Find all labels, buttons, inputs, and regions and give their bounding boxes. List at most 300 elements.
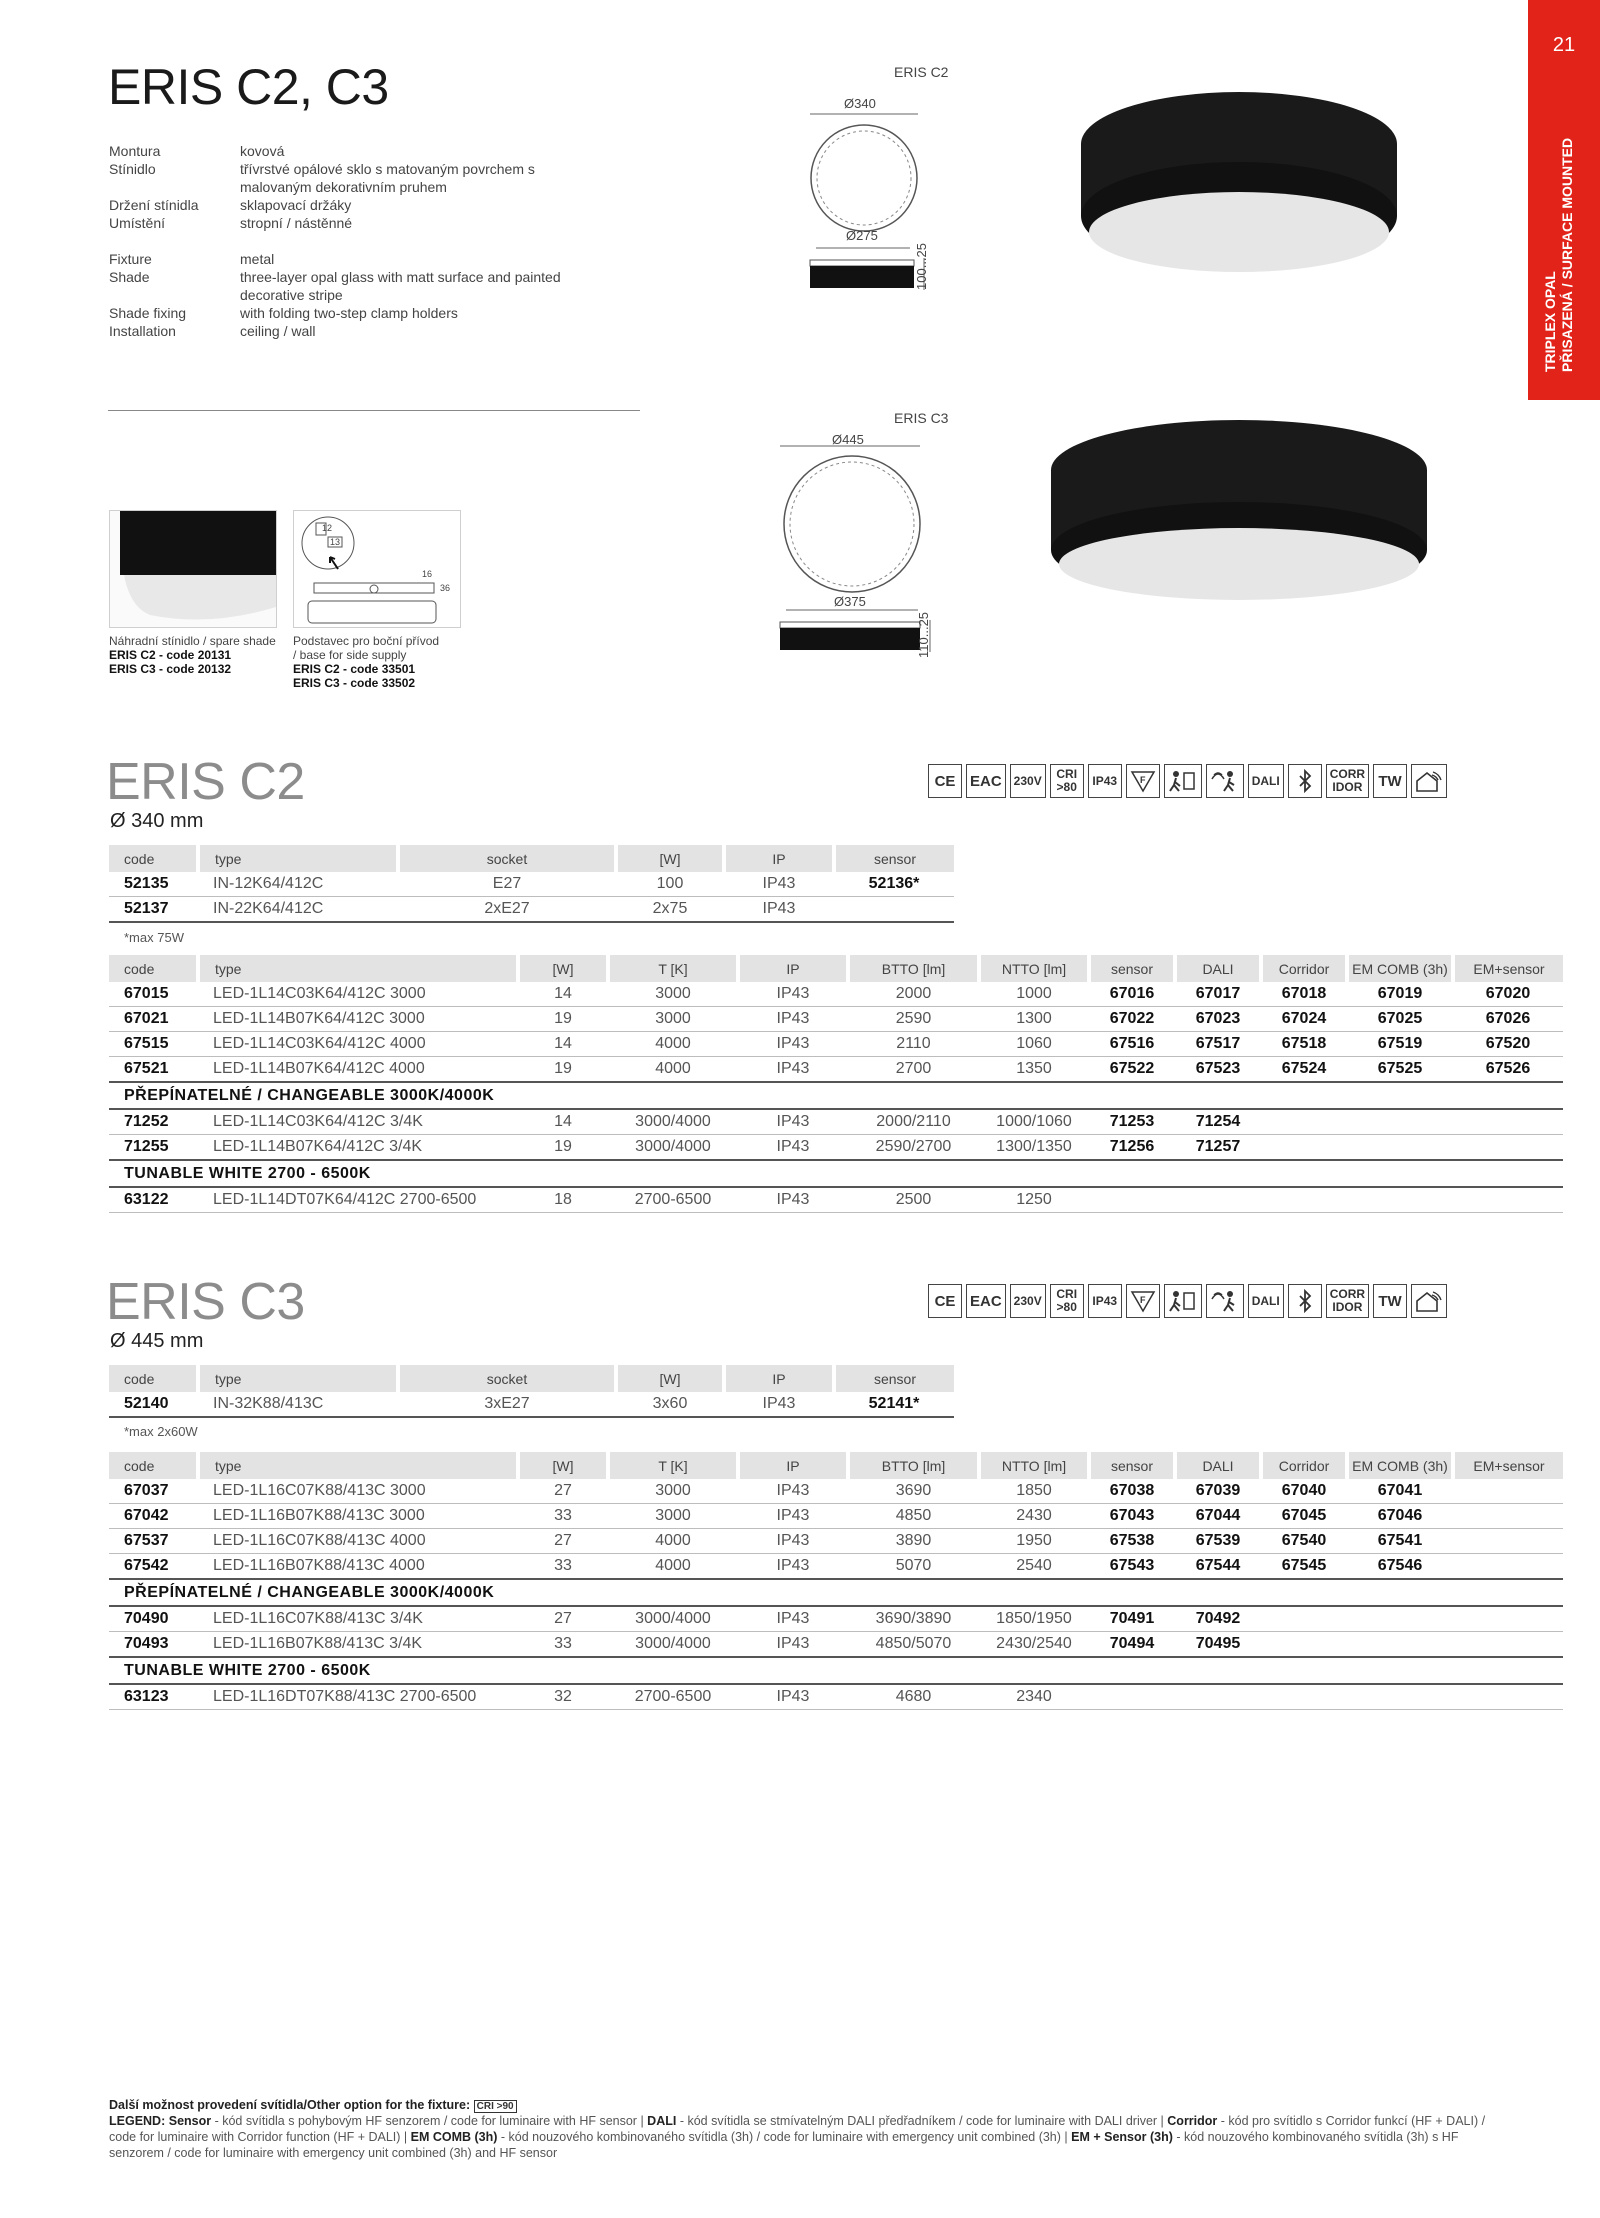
side-tab-label: TRIPLEX OPAL PŘISAZENÁ / SURFACE MOUNTED [1542, 137, 1575, 372]
flammable-surface-icon [1126, 1284, 1160, 1318]
table-cell: 67544 [1175, 1554, 1261, 1580]
page-title: ERIS C2, C3 [108, 59, 389, 115]
table-row [109, 1529, 1563, 1554]
c3-incandescent-table [109, 1365, 954, 1418]
legend-text: LEGEND: Sensor - kód svítidla s pohybovým HF senzorem / code for luminaire with HF sensor | DALI - kód svítidla se stmívatelným DALI předřadníkem / code for luminaire with DALI driver | Corridor - kód pro svítidlo s Corridor funkcí (HF + DALI) / code for luminaire with Corridor function (HF + DALI) | EM COMB (3h) - kód nouzového kombinovaného svítidla (3h) / code for luminaire with emergency unit combined (3h) | EM + Sensor (3h) - kód nouzového kombinovaného svítidla (3h) s HF senzorem / code for luminaire with emergency unit combined (3h) and HF sensor [109, 2114, 1486, 2160]
drawing-c3-height: 110...25 [916, 611, 931, 658]
table-cell: 2500 [848, 1187, 979, 1213]
table-cell [1453, 1606, 1563, 1632]
table-cell: 67543 [1089, 1554, 1175, 1580]
group-label: PŘEPÍNATELNÉ / CHANGEABLE 3000K/4000K [109, 1579, 1563, 1606]
motion-sensor-icon [1206, 764, 1244, 798]
table-cell [1347, 1109, 1453, 1135]
spec-row: Stínidlo třívrstvé opálové sklo s matovaným povrchem s malovaným dekorativním pruhem [109, 161, 535, 195]
column-header: IP [724, 1365, 834, 1392]
table-cell [1261, 1187, 1347, 1213]
table-cell: 67539 [1175, 1529, 1261, 1554]
drawing-c3-base: Ø375 [834, 594, 866, 609]
table-cell: LED-1L16C07K88/413C 4000 [198, 1529, 518, 1554]
group-row [109, 1160, 1563, 1187]
table-cell: 3000 [608, 982, 738, 1007]
column-header: type [198, 1452, 518, 1479]
table-cell: 14 [518, 1109, 608, 1135]
column-header: sensor [834, 845, 954, 872]
table-cell: 5070 [848, 1554, 979, 1580]
table-cell: 67042 [109, 1504, 198, 1529]
column-header: EM COMB (3h) [1347, 955, 1453, 982]
drawing-c2-height: 100...25 [914, 242, 929, 290]
table-row: 52137 IN-22K64/412C 2xE27 2x75 IP43 [109, 897, 954, 923]
table-cell: 1250 [979, 1187, 1089, 1213]
spare-shade-image [109, 510, 277, 628]
table-cell: 2430/2540 [979, 1632, 1089, 1658]
table-cell: LED-1L14B07K64/412C 3/4K [198, 1135, 518, 1161]
table-cell: 67022 [1089, 1007, 1175, 1032]
column-header: [W] [616, 845, 724, 872]
table-row: 52135 IN-12K64/412C E27 100 IP43 52136* [109, 872, 954, 897]
table-cell: LED-1L16B07K88/413C 3000 [198, 1504, 518, 1529]
icon-row-c3 [928, 1284, 1447, 1318]
table-cell: 1000/1060 [979, 1109, 1089, 1135]
table-cell: 67545 [1261, 1554, 1347, 1580]
table-cell: 3690 [848, 1479, 979, 1504]
table-row [109, 1187, 1563, 1213]
table-cell: 3000 [608, 1479, 738, 1504]
column-header: sensor [1089, 955, 1175, 982]
table-cell [1261, 1109, 1347, 1135]
table-cell: 2540 [979, 1554, 1089, 1580]
table-cell: 67017 [1175, 982, 1261, 1007]
table-cell [1347, 1135, 1453, 1161]
cri-icon: CRI >80 [1050, 764, 1084, 798]
table-cell: 1300/1350 [979, 1135, 1089, 1161]
table-cell: LED-1L16B07K88/413C 3/4K [198, 1632, 518, 1658]
table-cell: 71257 [1175, 1135, 1261, 1161]
table-cell: IP43 [738, 1684, 848, 1710]
table-row [109, 1504, 1563, 1529]
column-header: EM+sensor [1453, 1452, 1563, 1479]
table-cell: IP43 [738, 982, 848, 1007]
table-cell: 67026 [1453, 1007, 1563, 1032]
column-header: [W] [616, 1365, 724, 1392]
section-diameter-c3: Ø 445 mm [110, 1330, 204, 1352]
column-header: EM+sensor [1453, 955, 1563, 982]
table-header-row [109, 1365, 954, 1392]
table-cell: 4850/5070 [848, 1632, 979, 1658]
table-cell: 27 [518, 1479, 608, 1504]
column-header: socket [398, 845, 616, 872]
table-header-row [109, 845, 954, 872]
table-cell: LED-1L14DT07K64/412C 2700-6500 [198, 1187, 518, 1213]
table-cell: 63122 [109, 1187, 198, 1213]
table-cell: 67039 [1175, 1479, 1261, 1504]
svg-text:F: F [1139, 775, 1146, 785]
group-row [109, 1657, 1563, 1684]
table-cell: 71256 [1089, 1135, 1175, 1161]
table-cell: 14 [518, 1032, 608, 1057]
table-cell: 71254 [1175, 1109, 1261, 1135]
table-cell: 67046 [1347, 1504, 1453, 1529]
table-row [109, 1109, 1563, 1135]
table-cell: 67542 [109, 1554, 198, 1580]
dali-icon: DALI [1248, 764, 1284, 798]
table-cell: 67515 [109, 1032, 198, 1057]
spec-row: Installation ceiling / wall [109, 323, 316, 339]
table-cell: 3000/4000 [608, 1632, 738, 1658]
table-cell: LED-1L16C07K88/413C 3/4K [198, 1606, 518, 1632]
product-photo-c2 [1074, 84, 1404, 274]
table-cell: 70490 [109, 1606, 198, 1632]
column-header: NTTO [lm] [979, 1452, 1089, 1479]
table-cell: 2110 [848, 1032, 979, 1057]
table-cell: 67044 [1175, 1504, 1261, 1529]
table-cell: 33 [518, 1632, 608, 1658]
table-cell [1453, 1632, 1563, 1658]
section-title-c3: ERIS C3 [106, 1273, 305, 1331]
icon-row-c2 [928, 764, 1447, 798]
table-cell: 2700 [848, 1057, 979, 1083]
table-cell: 67541 [1347, 1529, 1453, 1554]
drawing-c2-base: Ø275 [846, 228, 878, 243]
table-cell [1347, 1632, 1453, 1658]
table-cell [1453, 1529, 1563, 1554]
table-cell: IP43 [738, 1032, 848, 1057]
column-header: IP [738, 955, 848, 982]
spare-shade-drawing [110, 511, 276, 627]
voltage-230v-icon: 230V [1010, 1284, 1046, 1318]
table-cell [1453, 1554, 1563, 1580]
table-cell [1453, 1684, 1563, 1710]
table-cell: 2000/2110 [848, 1109, 979, 1135]
table-cell: 2430 [979, 1504, 1089, 1529]
table-cell: 71255 [109, 1135, 198, 1161]
smart-home-icon [1411, 1284, 1447, 1318]
dali-icon: DALI [1248, 1284, 1284, 1318]
drawing-c2-label: ERIS C2 [894, 64, 949, 80]
section-diameter-c2: Ø 340 mm [110, 810, 204, 832]
table-cell [1347, 1684, 1453, 1710]
column-header: [W] [518, 955, 608, 982]
table-cell: 2340 [979, 1684, 1089, 1710]
product-photo-c3 [1044, 408, 1434, 608]
eac-icon: EAC [966, 764, 1006, 798]
table-cell: 67521 [109, 1057, 198, 1083]
table-row: 52140 IN-32K88/413C 3xE27 3x60 IP43 52141* [109, 1392, 954, 1417]
c3-led-table [109, 1452, 1563, 1710]
table-cell: 67025 [1347, 1007, 1453, 1032]
table-cell: IP43 [738, 1135, 848, 1161]
table-cell: LED-1L14C03K64/412C 3000 [198, 982, 518, 1007]
column-header: EM COMB (3h) [1347, 1452, 1453, 1479]
column-header: code [109, 1452, 198, 1479]
column-header: DALI [1175, 955, 1261, 982]
dim-d: 36 [440, 583, 451, 593]
corridor-icon: CORR IDOR [1326, 1284, 1369, 1318]
table-cell: 4000 [608, 1057, 738, 1083]
table-cell [1261, 1135, 1347, 1161]
table-cell [1453, 1135, 1563, 1161]
table-cell: LED-1L14C03K64/412C 4000 [198, 1032, 518, 1057]
dim-c: 16 [422, 569, 433, 579]
dim-b: 13 [330, 537, 341, 547]
table-cell: 1060 [979, 1032, 1089, 1057]
bluetooth-icon [1288, 1284, 1322, 1318]
ip43-icon: IP43 [1088, 1284, 1122, 1318]
table-row [109, 1032, 1563, 1057]
table-cell: 67023 [1175, 1007, 1261, 1032]
ce-icon: CE [928, 1284, 962, 1318]
table-cell: 4000 [608, 1529, 738, 1554]
table-cell [1175, 1684, 1261, 1710]
spec-row: Držení stínidla sklapovací držáky [109, 197, 352, 213]
table-cell: 33 [518, 1554, 608, 1580]
table-cell [1347, 1187, 1453, 1213]
table-cell: 4000 [608, 1554, 738, 1580]
legend: Další možnost provedení svítidla/Other option for the fixture: CRI >90 LEGEND: Sensor - kód svítidla s pohybovým HF senzorem / code for luminaire with HF sensor | DALI - kód svítidla se stmívatelným DALI předřadníkem / code for luminaire with DALI driver | Corridor - kód pro svítidlo s Corridor funkcí (HF + DALI) / code for luminaire with Corridor function (HF + DALI) | EM COMB (3h) - kód nouzového kombinovaného svítidla (3h) / code for luminaire with emergency unit combined (3h) | EM + Sensor (3h) - kód nouzového kombinovaného svítidla (3h) s HF senzorem / code for luminaire with emergency unit combined (3h) and HF sensor [109, 2097, 1493, 2161]
column-header: code [109, 1365, 198, 1392]
column-header: T [K] [608, 955, 738, 982]
side-base-caption: Podstavec pro boční přívod / base for side supply ERIS C2 - code 33501 ERIS C3 - code 33502 [293, 634, 440, 690]
group-label: TUNABLE WHITE 2700 - 6500K [109, 1657, 1563, 1684]
table-cell: 67538 [1089, 1529, 1175, 1554]
table-cell: 67546 [1347, 1554, 1453, 1580]
spec-row: Shade fixing with folding two-step clamp holders [109, 305, 458, 321]
table-cell: IP43 [738, 1109, 848, 1135]
table-note: *max 75W [124, 930, 184, 945]
motion-sensor-icon [1206, 1284, 1244, 1318]
table-cell [1453, 1479, 1563, 1504]
spec-row: Fixture metal [109, 251, 275, 267]
column-header: IP [738, 1452, 848, 1479]
drawing-c3-label: ERIS C3 [894, 410, 949, 426]
column-header: sensor [1089, 1452, 1175, 1479]
column-header: Corridor [1261, 955, 1347, 982]
table-cell: 3000/4000 [608, 1109, 738, 1135]
table-cell: 67020 [1453, 982, 1563, 1007]
spare-shade-caption: Náhradní stínidlo / spare shade ERIS C2 - code 20131 ERIS C3 - code 20132 [109, 634, 276, 676]
column-header: T [K] [608, 1452, 738, 1479]
table-cell: IP43 [738, 1007, 848, 1032]
side-base-drawing [294, 511, 460, 627]
column-header: IP [724, 845, 834, 872]
group-row [109, 1579, 1563, 1606]
column-header: NTTO [lm] [979, 955, 1089, 982]
table-cell: 67043 [1089, 1504, 1175, 1529]
table-cell: 67540 [1261, 1529, 1347, 1554]
table-cell: 32 [518, 1684, 608, 1710]
table-row [109, 982, 1563, 1007]
side-base-image [293, 510, 461, 628]
side-tab [1528, 0, 1600, 400]
column-header: BTTO [lm] [848, 1452, 979, 1479]
specs-block [109, 142, 570, 340]
table-cell: LED-1L14B07K64/412C 4000 [198, 1057, 518, 1083]
dim-a: 12 [322, 523, 333, 533]
column-header: code [109, 845, 198, 872]
ce-icon: CE [928, 764, 962, 798]
table-cell [1089, 1187, 1175, 1213]
table-cell [1089, 1684, 1175, 1710]
table-cell: 1000 [979, 982, 1089, 1007]
table-cell: 70495 [1175, 1632, 1261, 1658]
table-cell: 67525 [1347, 1057, 1453, 1083]
table-cell: 27 [518, 1529, 608, 1554]
column-header: sensor [834, 1365, 954, 1392]
table-cell: 67045 [1261, 1504, 1347, 1529]
table-cell: 1850 [979, 1479, 1089, 1504]
tunable-white-icon: TW [1373, 764, 1407, 798]
table-cell: 2700-6500 [608, 1187, 738, 1213]
group-label: TUNABLE WHITE 2700 - 6500K [109, 1160, 1563, 1187]
table-cell [1261, 1606, 1347, 1632]
c2-incandescent-table [109, 845, 954, 923]
c2-led-table [109, 955, 1563, 1213]
table-cell: IP43 [738, 1554, 848, 1580]
table-row [109, 1606, 1563, 1632]
table-cell: 19 [518, 1135, 608, 1161]
column-header: [W] [518, 1452, 608, 1479]
table-cell: 33 [518, 1504, 608, 1529]
table-header-row [109, 955, 1563, 982]
ip43-icon: IP43 [1088, 764, 1122, 798]
eac-icon: EAC [966, 1284, 1006, 1318]
table-cell: 67519 [1347, 1032, 1453, 1057]
table-cell: 67517 [1175, 1032, 1261, 1057]
table-header-row [109, 1452, 1563, 1479]
table-cell: 67537 [109, 1529, 198, 1554]
column-header: Corridor [1261, 1452, 1347, 1479]
table-cell: 67041 [1347, 1479, 1453, 1504]
column-header: type [198, 845, 398, 872]
table-cell: IP43 [738, 1529, 848, 1554]
table-cell: 1850/1950 [979, 1606, 1089, 1632]
table-cell: 3000/4000 [608, 1606, 738, 1632]
table-cell: 70494 [1089, 1632, 1175, 1658]
table-row [109, 1632, 1563, 1658]
emergency-exit-icon [1164, 1284, 1202, 1318]
table-cell: 71253 [1089, 1109, 1175, 1135]
table-cell: 67024 [1261, 1007, 1347, 1032]
table-note: *max 2x60W [124, 1424, 198, 1439]
section-title-c2: ERIS C2 [106, 753, 305, 811]
table-cell: 67522 [1089, 1057, 1175, 1083]
bluetooth-icon [1288, 764, 1322, 798]
column-header: type [198, 1365, 398, 1392]
table-cell: 67523 [1175, 1057, 1261, 1083]
emergency-exit-icon [1164, 764, 1202, 798]
table-row [109, 1057, 1563, 1083]
spec-row: Shade three-layer opal glass with matt surface and painted decorative stripe [109, 269, 561, 303]
table-cell: 2000 [848, 982, 979, 1007]
table-cell: 70492 [1175, 1606, 1261, 1632]
table-cell: 67037 [109, 1479, 198, 1504]
spec-row: Umístění stropní / nástěnné [109, 215, 353, 231]
table-cell: 1350 [979, 1057, 1089, 1083]
table-cell: LED-1L16C07K88/413C 3000 [198, 1479, 518, 1504]
table-cell [1453, 1187, 1563, 1213]
table-cell: 3890 [848, 1529, 979, 1554]
table-cell: 67018 [1261, 982, 1347, 1007]
column-header: code [109, 955, 198, 982]
flammable-surface-icon [1126, 764, 1160, 798]
table-cell: 2590 [848, 1007, 979, 1032]
table-cell [1261, 1684, 1347, 1710]
drawing-c2-diameter: Ø340 [844, 96, 876, 111]
voltage-230v-icon: 230V [1010, 764, 1046, 798]
table-cell: IP43 [738, 1057, 848, 1083]
divider [108, 410, 640, 411]
table-cell: LED-1L16DT07K88/413C 2700-6500 [198, 1684, 518, 1710]
table-cell: 67524 [1261, 1057, 1347, 1083]
table-cell: 67040 [1261, 1479, 1347, 1504]
table-cell: 4850 [848, 1504, 979, 1529]
table-cell: 19 [518, 1057, 608, 1083]
table-cell: 14 [518, 982, 608, 1007]
table-row [109, 1135, 1563, 1161]
tunable-white-icon: TW [1373, 1284, 1407, 1318]
column-header: BTTO [lm] [848, 955, 979, 982]
table-cell: 19 [518, 1007, 608, 1032]
table-cell: 67016 [1089, 982, 1175, 1007]
table-cell: 3000 [608, 1504, 738, 1529]
svg-text:F: F [1139, 1295, 1146, 1305]
table-cell: 67038 [1089, 1479, 1175, 1504]
table-cell: 67021 [109, 1007, 198, 1032]
cri90-badge: CRI >90 [474, 2100, 517, 2113]
table-cell [1261, 1632, 1347, 1658]
table-cell: 1300 [979, 1007, 1089, 1032]
cri-icon: CRI >80 [1050, 1284, 1084, 1318]
smart-home-icon [1411, 764, 1447, 798]
table-cell: 67518 [1261, 1032, 1347, 1057]
table-row [109, 1684, 1563, 1710]
table-cell: 3000/4000 [608, 1135, 738, 1161]
column-header: DALI [1175, 1452, 1261, 1479]
table-cell: 67015 [109, 982, 198, 1007]
table-cell: 18 [518, 1187, 608, 1213]
table-cell: LED-1L14C03K64/412C 3/4K [198, 1109, 518, 1135]
column-header: type [198, 955, 518, 982]
table-cell: LED-1L14B07K64/412C 3000 [198, 1007, 518, 1032]
table-cell: 67526 [1453, 1057, 1563, 1083]
page-number: 21 [1552, 34, 1576, 56]
group-row [109, 1082, 1563, 1109]
table-cell [1453, 1504, 1563, 1529]
table-cell: 70493 [109, 1632, 198, 1658]
table-cell: IP43 [738, 1479, 848, 1504]
table-cell: 67516 [1089, 1032, 1175, 1057]
table-cell: IP43 [738, 1606, 848, 1632]
table-cell: 27 [518, 1606, 608, 1632]
drawing-c3-diameter: Ø445 [832, 432, 864, 447]
corridor-icon: CORR IDOR [1326, 764, 1369, 798]
table-cell [1453, 1109, 1563, 1135]
table-cell: IP43 [738, 1187, 848, 1213]
table-cell: 4000 [608, 1032, 738, 1057]
table-cell: 2590/2700 [848, 1135, 979, 1161]
table-cell [1175, 1187, 1261, 1213]
table-cell [1347, 1606, 1453, 1632]
group-label: PŘEPÍNATELNÉ / CHANGEABLE 3000K/4000K [109, 1082, 1563, 1109]
table-row [109, 1554, 1563, 1580]
table-row [109, 1479, 1563, 1504]
table-cell: IP43 [738, 1504, 848, 1529]
table-cell: 3690/3890 [848, 1606, 979, 1632]
table-cell: 70491 [1089, 1606, 1175, 1632]
table-cell: 63123 [109, 1684, 198, 1710]
table-cell: 2700-6500 [608, 1684, 738, 1710]
table-cell: 4680 [848, 1684, 979, 1710]
